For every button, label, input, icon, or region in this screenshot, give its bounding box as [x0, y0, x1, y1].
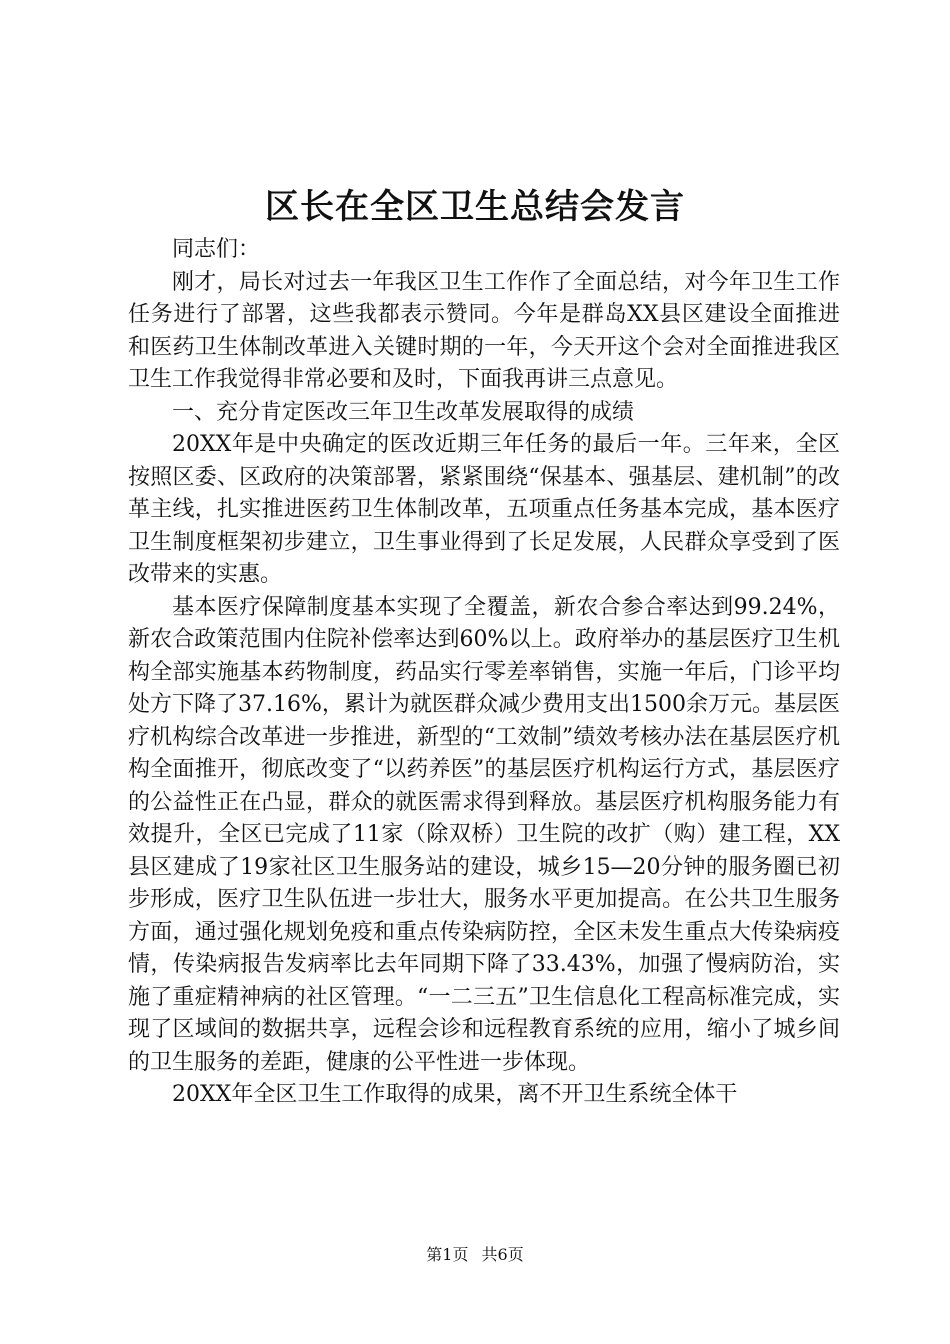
- paragraph-greeting: 同志们：: [172, 237, 261, 262]
- document-body: [128, 234, 840, 1112]
- paragraph: 基本医疗保障制度基本实现了全覆盖，新农合参合率达到99.24%，新农合政策范围内住院补偿率达到60%以上。政府举办的基层医疗卫生机构全部实施基本药物制度，药品实行零差率销售，实施一年后，门诊平均处方下降了37.16%，累计为就医群众减少费用支出1500余万元。基层医疗机构综合改革进一步推进，新型的“工效制”绩效考核办法在基层医疗机构全面推开，彻底改变了“以药养医”的基层医疗机构运行方式，基层医疗的公益性正在凸显，群众的就医需求得到释放。基层医疗机构服务能力有效提升，全区已完成了11家（除双桥）卫生院的改扩（购）建工程，XX县区建成了19家社区卫生服务站的建设，城乡15—20分钟的服务圈已初步形成，医疗卫生队伍进一步壮大，服务水平更加提高。在公共卫生服务方面，通过强化规划免疫和重点传染病防控，全区未发生重点大传染病疫情，传染病报告发病率比去年同期下降了33.43%，加强了慢病防治，实施了重症精神病的社区管理。“一二三五”卫生信息化工程高标准完成，实现了区域间的数据共享，远程会诊和远程教育系统的应用，缩小了城乡间的卫生服务的差距，健康的公平性进一步体现。: [128, 594, 840, 1075]
- document-title: 区长在全区卫生总结会发言: [265, 187, 685, 227]
- paragraph-intro: 刚才，局长对过去一年我区卫生工作作了全面总结，对今年卫生工作任务进行了部署，这些我都表示赞同。今年是群岛XX县区建设全面推进和医药卫生体制改革进入关键时期的一年，今天开这个会对全面推进我区卫生工作我觉得非常必要和及时，下面我再讲三点意见。: [128, 269, 840, 392]
- paragraph: 20XX年是中央确定的医改近期三年任务的最后一年。三年来，全区按照区委、区政府的决策部署，紧紧围绕“保基本、强基层、建机制”的改革主线，扎实推进医药卫生体制改革，五项重点任务基本完成，基本医疗卫生制度框架初步建立，卫生事业得到了长足发展，人民群众享受到了医改带来的实惠。: [128, 432, 840, 587]
- page-total: 共6页: [481, 1245, 524, 1264]
- page-number: 第1页: [426, 1245, 469, 1264]
- page-footer: [0, 1244, 950, 1266]
- section-heading: 一、充分肯定医改三年卫生改革发展取得的成绩: [172, 399, 635, 425]
- paragraph: 20XX年全区卫生工作取得的成果，离不开卫生系统全体干: [172, 1082, 738, 1107]
